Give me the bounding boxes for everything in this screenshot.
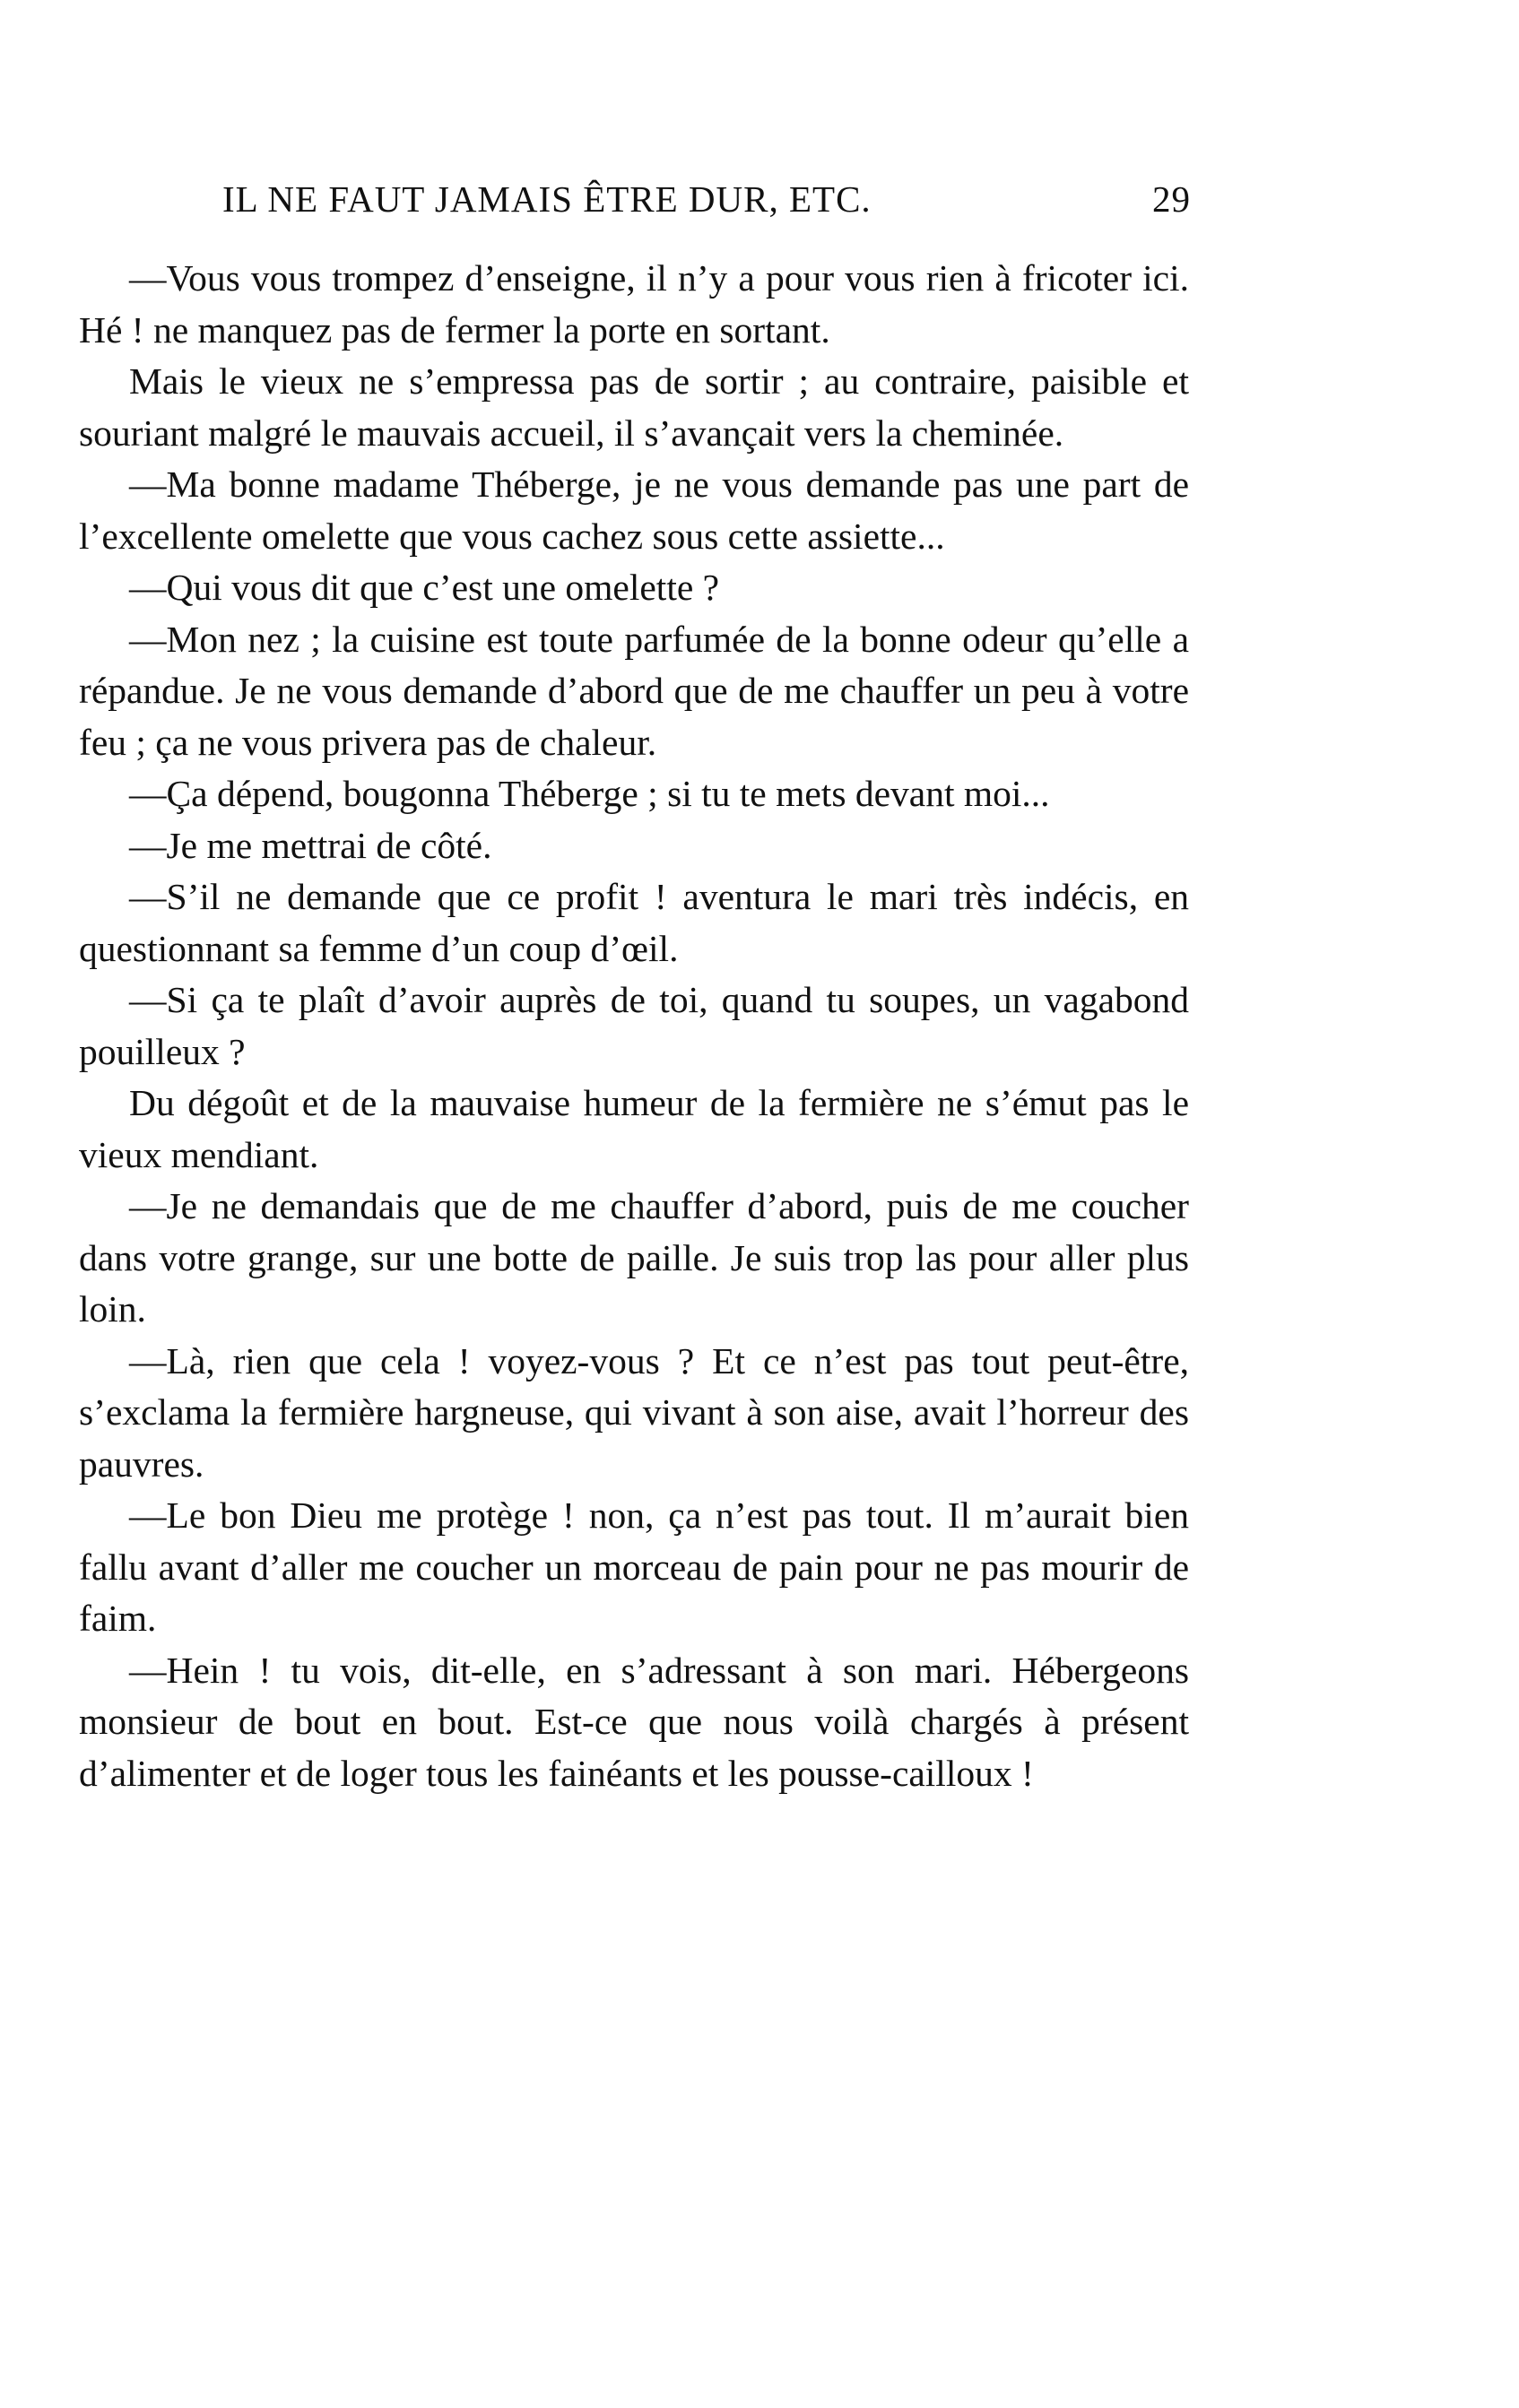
paragraph: —Ma bonne madame Théberge, je ne vous demande pas une part de l’excellente omelette que vous cachez sous cette assiette... xyxy=(79,463,1189,557)
paragraph: —S’il ne demande que ce profit ! aventura le mari très indécis, en questionnant sa femme d’un coup d’œil. xyxy=(79,876,1189,969)
paragraph: —Ça dépend, bougonna Théberge ; si tu te mets devant moi... xyxy=(129,773,1050,814)
paragraph: —Qui vous dit que c’est une omelette ? xyxy=(129,567,720,608)
paragraph: Mais le vieux ne s’empressa pas de sortir ; au contraire, paisible et souriant malgré le mauvais accueil, il s’avançait vers la cheminée. xyxy=(79,360,1189,454)
paragraph: —Je me mettrai de côté. xyxy=(129,824,492,866)
paragraph: —Mon nez ; la cuisine est toute parfumée de la bonne odeur qu’elle a répandue. Je ne vous demande d’abord que de me chauffer un peu à votre feu ; ça ne vous privera pas de chaleur. xyxy=(79,618,1189,763)
paragraph: —Je ne demandais que de me chauffer d’abord, puis de me coucher dans votre grange, sur une botte de paille. Je suis trop las pour aller plus loin. xyxy=(79,1185,1189,1330)
paragraph: —Si ça te plaît d’avoir auprès de toi, quand tu soupes, un vagabond pouilleux ? xyxy=(79,979,1189,1072)
paragraph: —Là, rien que cela ! voyez-vous ? Et ce n’est pas tout peut-être, s’exclama la fermière hargneuse, qui vivant à son aise, avait l’horreur des pauvres. xyxy=(79,1339,1189,1485)
page-number: 29 xyxy=(1152,178,1191,220)
running-head xyxy=(222,178,1191,231)
paragraph: —Hein ! tu vois, dit-elle, en s’adressant à son mari. Hébergeons monsieur de bout en bout. Est-ce que nous voilà chargés à présent d’alimenter et de loger tous les fainéants et les pousse-cailloux ! xyxy=(79,1649,1189,1794)
paragraph: Du dégoût et de la mauvaise humeur de la fermière ne s’émut pas le vieux mendiant. xyxy=(79,1082,1189,1175)
paragraph: —Vous vous trompez d’enseigne, il n’y a pour vous rien à fricoter ici. Hé ! ne manquez pas de fermer la porte en sortant. xyxy=(79,257,1189,351)
body-text xyxy=(79,253,1189,1799)
paragraph: —Le bon Dieu me protège ! non, ça n’est pas tout. Il m’aurait bien fallu avant d’aller me coucher un morceau de pain pour ne pas mourir de faim. xyxy=(79,1494,1189,1639)
running-title: IL NE FAUT JAMAIS ÊTRE DUR, ETC. xyxy=(222,178,872,220)
